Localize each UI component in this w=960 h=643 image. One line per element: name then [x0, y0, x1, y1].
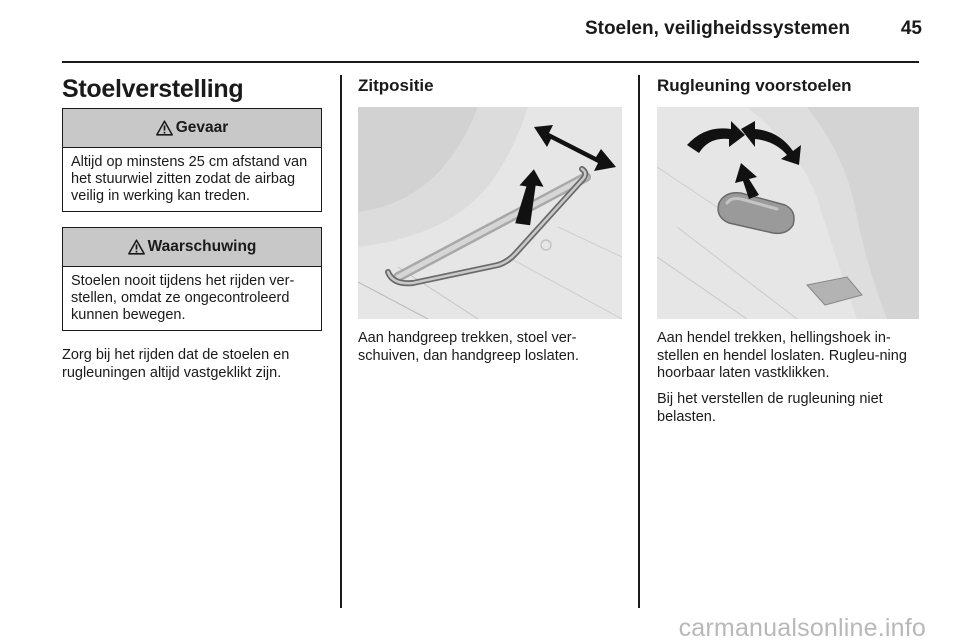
seat-rail-handle-illustration-icon [358, 107, 622, 319]
danger-box-header [63, 109, 321, 148]
warning-triangle-icon [156, 120, 173, 136]
zitpositie-heading: Zitpositie [358, 76, 434, 95]
page-number: 45 [900, 18, 922, 39]
danger-heading: Gevaar [175, 119, 229, 136]
running-header: Stoelen, veiligheidssystemen [584, 18, 850, 39]
backrest-lever-illustration-icon [657, 107, 919, 319]
warning-box-header [63, 228, 321, 267]
section-title: Stoelverstelling [62, 75, 244, 103]
warning-box [62, 227, 322, 331]
seat-adjust-figure [358, 107, 622, 319]
column-divider-2 [638, 75, 640, 608]
danger-text: Altijd op minstens 25 cm afstand van het stuurwiel zitten zodat de airbag veilig in werking kan treden. [71, 154, 308, 204]
col3-paragraph: Bij het verstellen de rugleuning niet belasten. [657, 391, 883, 425]
warning-heading: Waarschuwing [147, 238, 257, 255]
col2-caption: Aan handgreep trekken, stoel ver-schuiven, dan handgreep loslaten. [358, 330, 579, 364]
col1-paragraph: Zorg bij het rijden dat de stoelen en rugleuningen altijd vastgeklikt zijn. [62, 347, 290, 381]
danger-box [62, 108, 322, 212]
backrest-adjust-figure [657, 107, 919, 319]
warning-text: Stoelen nooit tijdens het rijden ver-stellen, omdat ze ongecontroleerd kunnen bewegen. [71, 273, 295, 323]
column-divider-1 [340, 75, 342, 608]
watermark: carmanualsonline.info [678, 614, 926, 642]
header-rule [62, 61, 919, 63]
warning-triangle-icon [128, 239, 145, 255]
rugleuning-heading: Rugleuning voorstoelen [657, 76, 852, 95]
col3-caption: Aan hendel trekken, hellingshoek in-stellen en hendel loslaten. Rugleu-ning hoorbaar laten vastklikken. [657, 330, 907, 381]
